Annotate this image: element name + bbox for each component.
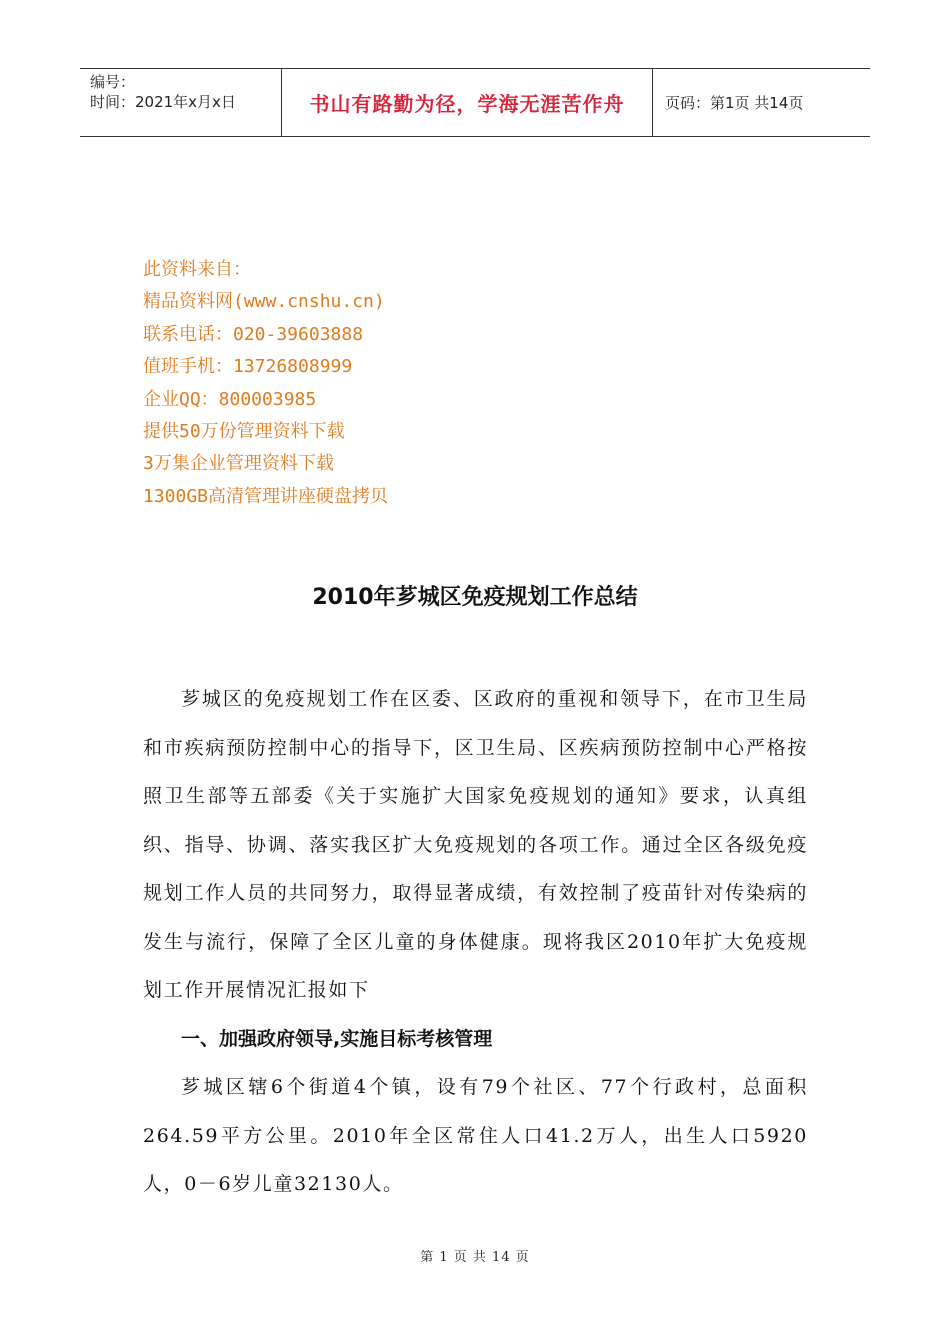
promo-line: 3万集企业管理资料下载	[143, 453, 334, 475]
time-label: 时间：2021年x月x日	[90, 93, 236, 111]
page-footer: 第 1 页 共 14 页	[420, 1250, 530, 1265]
document-title: 2010年芗城区免疫规划工作总结	[312, 585, 638, 610]
promo-block	[143, 254, 388, 513]
promo-line: 值班手机：13726808999	[143, 356, 353, 378]
promo-line: 联系电话：020-39603888	[143, 323, 364, 345]
number-label: 编号：	[90, 73, 136, 91]
promo-line: 提供50万份管理资料下载	[143, 421, 345, 443]
page-header	[80, 68, 870, 137]
document-body	[143, 675, 808, 1209]
header-page-info: 页码：第1页 共14页	[665, 94, 804, 112]
header-meta	[80, 69, 281, 136]
promo-line: 精品资料网(www.cnshu.cn)	[143, 291, 385, 313]
header-motto: 书山有路勤为径，学海无涯苦作舟	[281, 69, 653, 136]
promo-line: 企业QQ：800003985	[143, 388, 317, 410]
paragraph-overview: 芗城区辖6个街道4个镇，设有79个社区、77个行政村，总面积264.59平方公里。2010年全区常住人口41.2万人，出生人口5920人，0－6岁儿童32130人。	[143, 1076, 808, 1195]
paragraph-intro: 芗城区的免疫规划工作在区委、区政府的重视和领导下，在市卫生局和市疾病预防控制中心的指导下，区卫生局、区疾病预防控制中心严格按照卫生部等五部委《关于实施扩大国家免疫规划的通知》要求，认真组织、指导、协调、落实我区扩大免疫规划的各项工作。通过全区各级免疫规划工作人员的共同努力，取得显著成绩，有效控制了疫苗针对传染病的发生与流行，保障了全区儿童的身体健康。现将我区2010年扩大免疫规划工作开展情况汇报如下	[143, 688, 808, 1001]
promo-line: 此资料来自：	[143, 259, 251, 280]
promo-line: 1300GB高清管理讲座硬盘拷贝	[143, 485, 389, 507]
section-heading: 一、加强政府领导,实施目标考核管理	[181, 1027, 493, 1050]
